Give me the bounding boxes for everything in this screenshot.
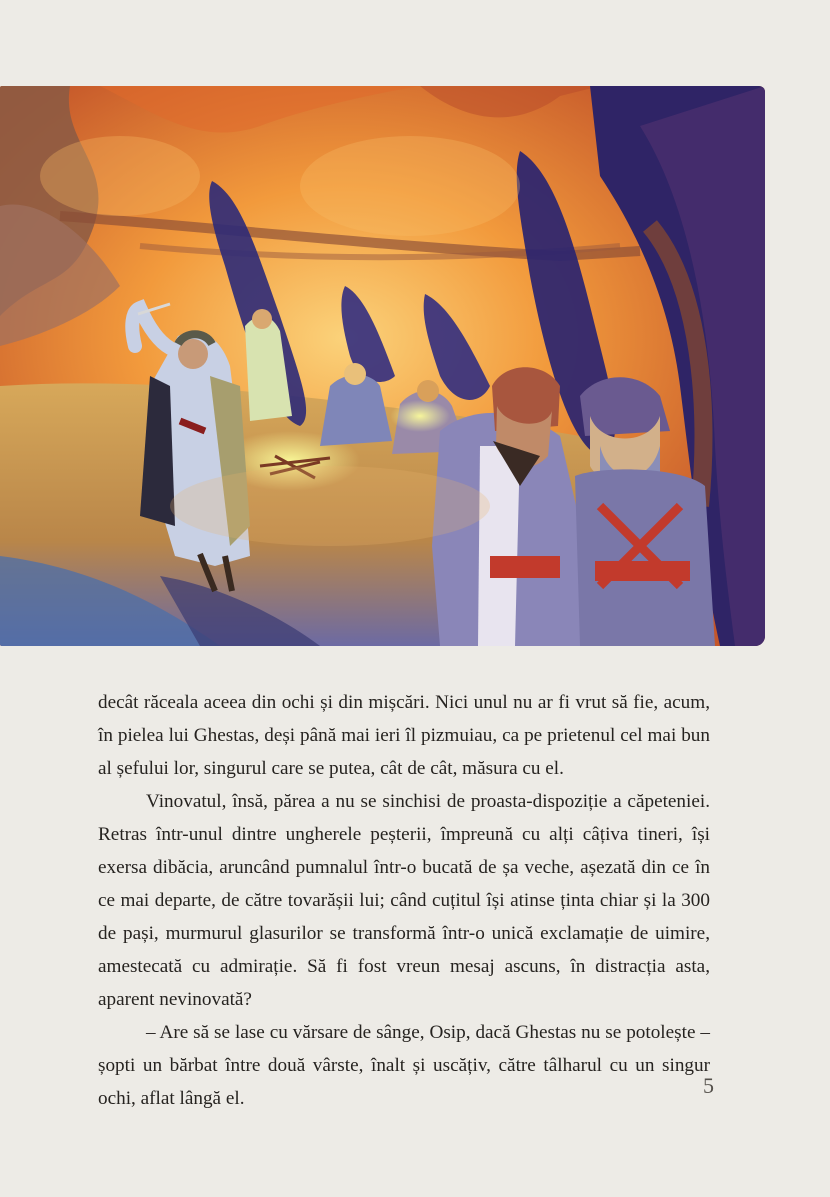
page-number: 5 <box>703 1073 714 1098</box>
body-text <box>98 686 710 1115</box>
paragraph-1: decât răceala aceea din ochi și din mișcări. Nici unul nu ar fi vrut să fie, acum, în pielea lui Ghestas, deși până mai ieri îl pizmuiau, ca pe prietenul cel mai bun al șefului lor, singurul care se putea, cât de cât, măsura cu el. <box>98 692 710 779</box>
paragraph-2: Vinovatul, însă, părea a nu se sinchisi de proasta-dispoziție a căpeteniei. Retras într-unul dintre ungherele peșterii, împreună cu alți câțiva tineri, își exersa dibăcia, aruncând pumnalul într-o bucată de șa veche, așezată din ce în ce mai departe, de către tovarășii lui; când cuțitul își atinse ținta chiar și la 300 de pași, murmurul glasurilor se transformă într-o unică exclamație de uimire, amestecată cu admirație. Să fi fost vreun mesaj ascuns, în distracția asta, aparent nevinovată? <box>98 791 710 1010</box>
paragraph-3: – Are să se lase cu vărsare de sânge, Osip, dacă Ghestas nu se potolește – șopti un bărbat între două vârste, înalt și uscățiv, către tâlharul cu un singur ochi, aflat lângă el. <box>98 1022 710 1109</box>
cave-scene-illustration <box>0 86 765 646</box>
watercolor-painting <box>0 86 765 646</box>
